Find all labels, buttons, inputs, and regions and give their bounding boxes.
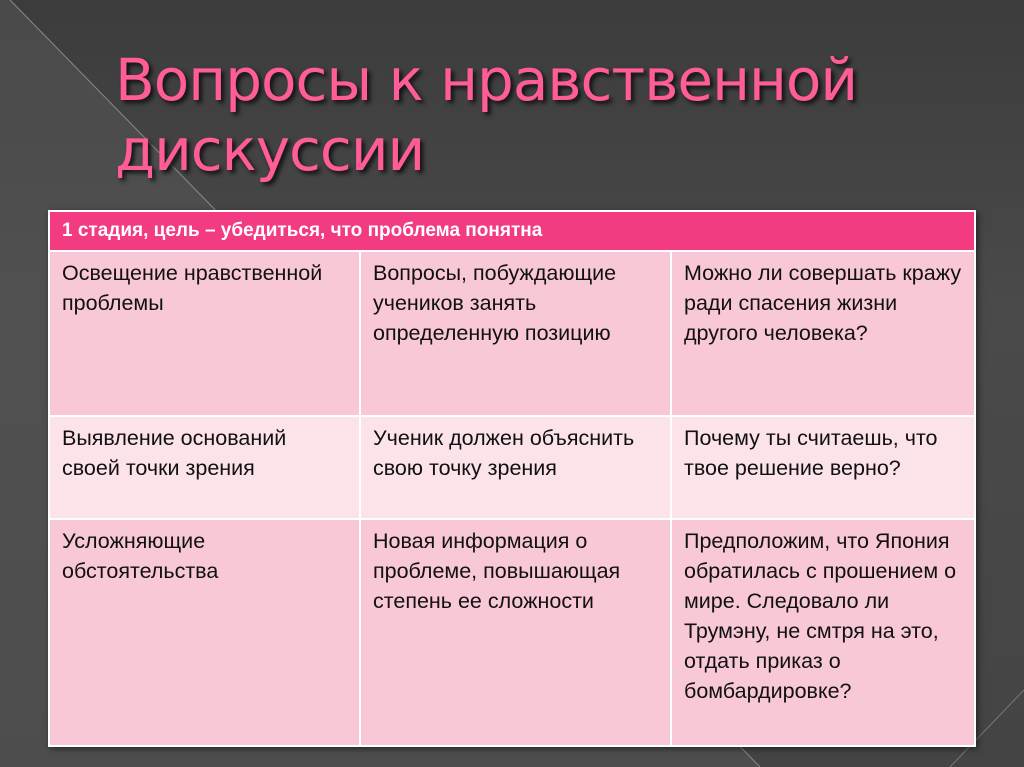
discussion-table <box>48 210 976 747</box>
table-cell: Новая информация о проблеме, повышающая степень ее сложности <box>360 519 671 746</box>
table-cell: Вопросы, побуждающие учеников занять определенную позицию <box>360 251 671 416</box>
table-row <box>49 416 975 519</box>
table-cell: Ученик должен объяснить свою точку зрения <box>360 416 671 519</box>
table-header-row <box>49 211 975 251</box>
table-header: 1 стадия, цель – убедиться, что проблема понятна <box>49 211 975 251</box>
table-cell: Предположим, что Япония обратилась с прошением о мире. Следовало ли Трумэну, не смтря на это, отдать приказ о бомбардировке? <box>671 519 975 746</box>
table-row <box>49 251 975 416</box>
table-cell: Почему ты считаешь, что твое решение верно? <box>671 416 975 519</box>
table-cell: Усложняющие обстоятельства <box>49 519 360 746</box>
slide-title: Вопросы к нравственной дискуссии <box>115 46 858 184</box>
table-cell: Освещение нравственной проблемы <box>49 251 360 416</box>
table-row <box>49 519 975 746</box>
table-cell: Можно ли совершать кражу ради спасения жизни другого человека? <box>671 251 975 416</box>
table-cell: Выявление оснований своей точки зрения <box>49 416 360 519</box>
